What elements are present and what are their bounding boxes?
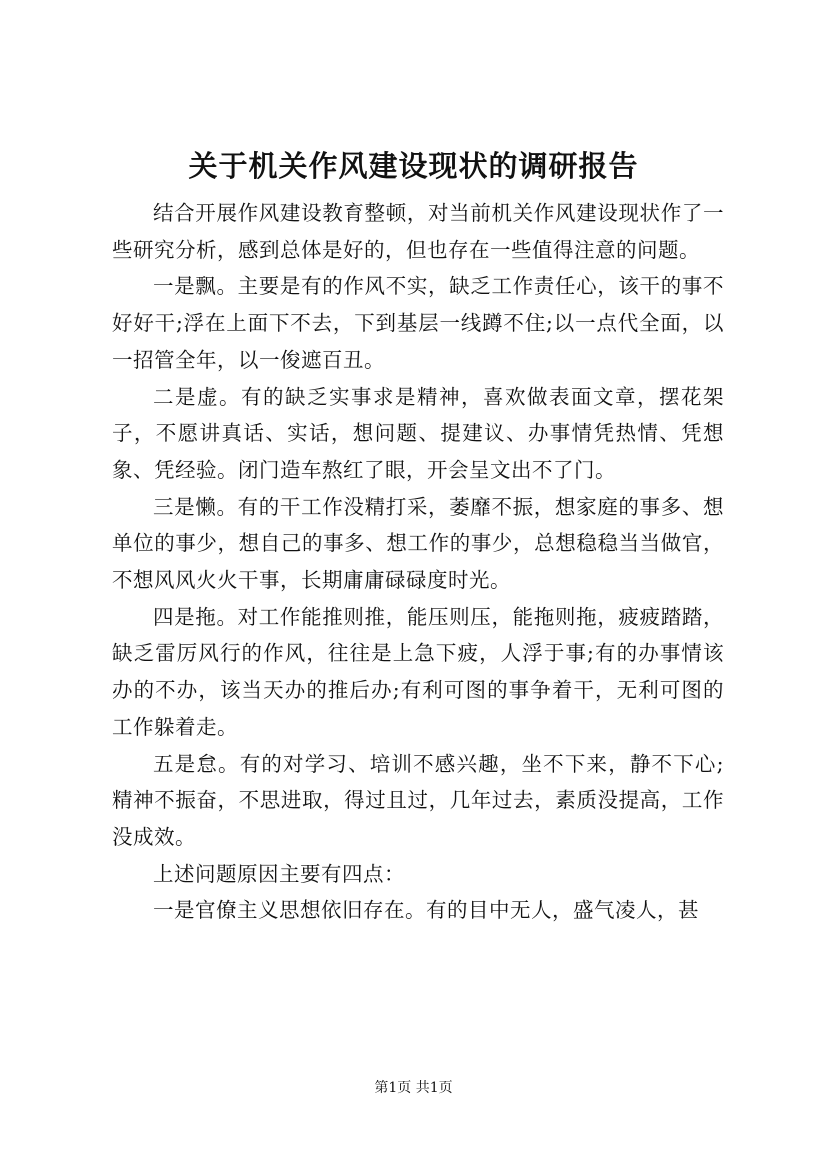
- paragraph: 三是懒。有的干工作没精打采，萎靡不振，想家庭的事多、想单位的事少，想自己的事多、想工作的事少，总想稳稳当当做官，不想风风火火干事，长期庸庸碌碌度时光。: [112, 494, 724, 593]
- document-body: [112, 195, 724, 929]
- paragraph: 一是飘。主要是有的作风不实，缺乏工作责任心，该干的事不好好干;浮在上面下不去，下到基层一线蹲不住;以一点代全面，以一招管全年，以一俊遮百丑。: [112, 274, 724, 372]
- paragraph: 四是拖。对工作能推则推，能压则压，能拖则拖，疲疲踏踏，缺乏雷厉风行的作风，往往是上急下疲，人浮于事;有的办事情该办的不办，该当天办的推后办;有利可图的事争着干，无利可图的工作躲着走。: [112, 604, 724, 739]
- paragraph: 结合开展作风建设教育整顿，对当前机关作风建设现状作了一些研究分析，感到总体是好的，但也存在一些值得注意的问题。: [112, 201, 724, 262]
- paragraph: 上述问题原因主要有四点：: [153, 861, 405, 886]
- paragraph: 五是怠。有的对学习、培训不感兴趣，坐不下来，静不下心;精神不振奋，不思进取，得过且过，几年过去，素质没提高，工作没成效。: [112, 751, 724, 849]
- page-footer: 第1页 共1页: [374, 1080, 453, 1096]
- paragraph: 一是官僚主义思想依旧存在。有的目中无人，盛气凌人，甚: [153, 898, 699, 923]
- paragraph: 二是虚。有的缺乏实事求是精神，喜欢做表面文章，摆花架子，不愿讲真话、实话，想问题、提建议、办事情凭热情、凭想象、凭经验。闭门造车熬红了眼，开会呈文出不了门。: [112, 384, 724, 482]
- document-title: 关于机关作风建设现状的调研报告: [188, 149, 639, 183]
